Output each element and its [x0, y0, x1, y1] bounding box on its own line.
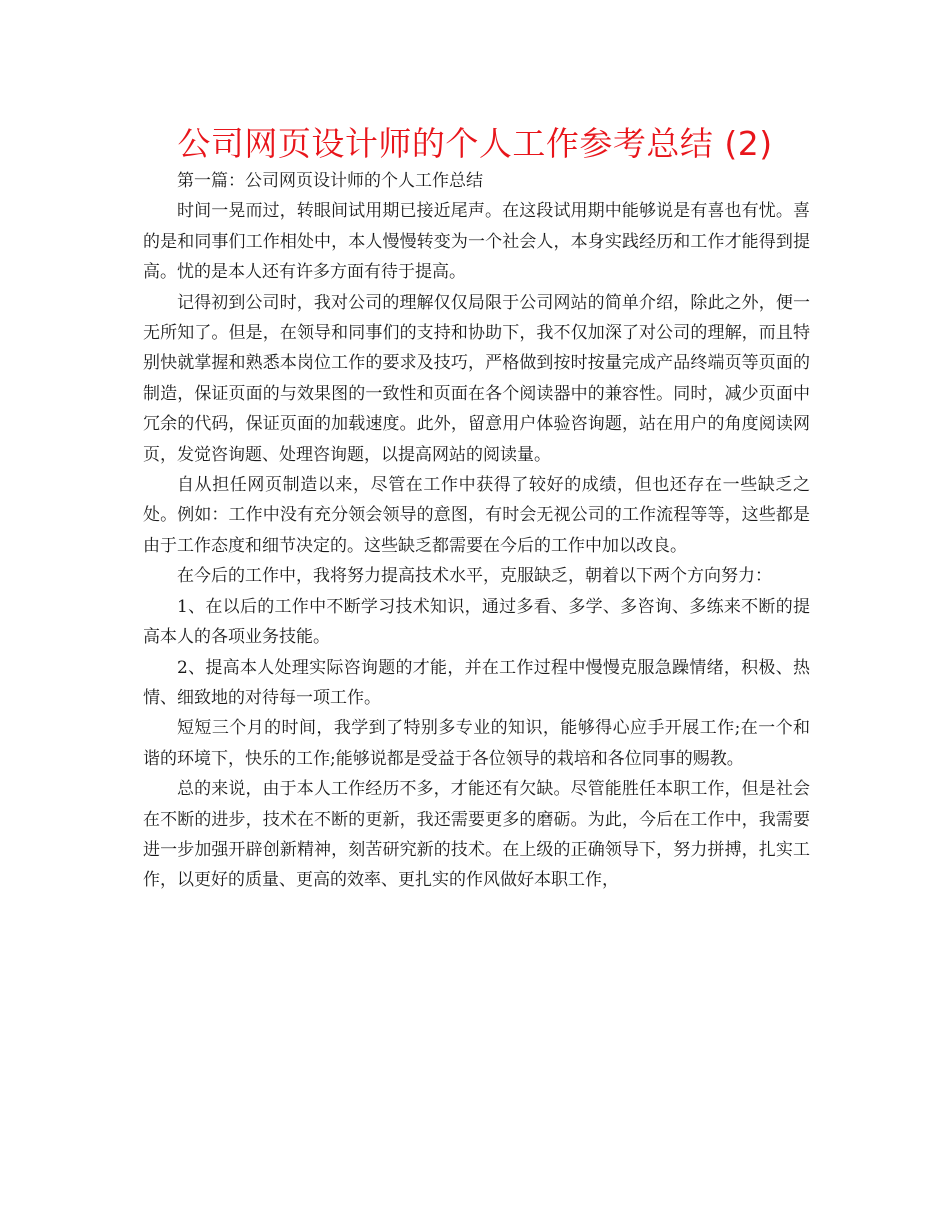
list-item: 1、在以后的工作中不断学习技术知识，通过多看、多学、多咨询、多练来不断的提高本人的各项业务技能。 [143, 596, 810, 648]
document-body [143, 166, 810, 896]
document-title: 公司网页设计师的个人工作参考总结 (2) [177, 124, 773, 163]
paragraph: 在今后的工作中，我将努力提高技术水平，克服缺乏，朝着以下两个方向努力： [177, 566, 772, 587]
paragraph: 总的来说，由于本人工作经历不多，才能还有欠缺。尽管能胜任本职工作，但是社会在不断的进步，技术在不断的更新，我还需要更多的磨砺。为此，今后在工作中，我需要进一步加强开辟创新精神，刻苦研究新的技术。在上级的正确领导下，努力拼搏，扎实工作，以更好的质量、更高的效率、更扎实的作风做好本职工作， [143, 779, 810, 891]
list-item: 2、提高本人处理实际咨询题的才能，并在工作过程中慢慢克服急躁情绪，积极、热情、细致地的对待每一项工作。 [143, 657, 810, 708]
paragraph: 记得初到公司时，我对公司的理解仅仅局限于公司网站的简单介绍，除此之外，便一无所知了。但是，在领导和同事们的支持和协助下，我不仅加深了对公司的理解，而且特别快就掌握和熟悉本岗位工作的要求及技巧，严格做到按时按量完成产品终端页等页面的制造，保证页面的与效果图的一致性和页面在各个阅读器中的兼容性。同时，减少页面中冗余的代码，保证页面的加载速度。此外，留意用户体验咨询题，站在用户的角度阅读网页，发觉咨询题、处理咨询题，以提高网站的阅读量。 [143, 292, 810, 465]
paragraph: 短短三个月的时间，我学到了特别多专业的知识，能够得心应手开展工作;在一个和谐的环境下，快乐的工作;能够说都是受益于各位领导的栽培和各位同事的赐教。 [143, 718, 810, 769]
paragraph: 自从担任网页制造以来，尽管在工作中获得了较好的成绩，但也还存在一些缺乏之处。例如：工作中没有充分领会领导的意图，有时会无视公司的工作流程等等，这些都是由于工作态度和细节决定的。这些缺乏都需要在今后的工作中加以改良。 [143, 475, 810, 556]
section-heading: 第一篇：公司网页设计师的个人工作总结 [177, 171, 483, 191]
paragraph: 时间一晃而过，转眼间试用期已接近尾声。在这段试用期中能够说是有喜也有忧。喜的是和同事们工作相处中，本人慢慢转变为一个社会人，本身实践经历和工作才能得到提高。忧的是本人还有许多方面有待于提高。 [143, 201, 810, 283]
